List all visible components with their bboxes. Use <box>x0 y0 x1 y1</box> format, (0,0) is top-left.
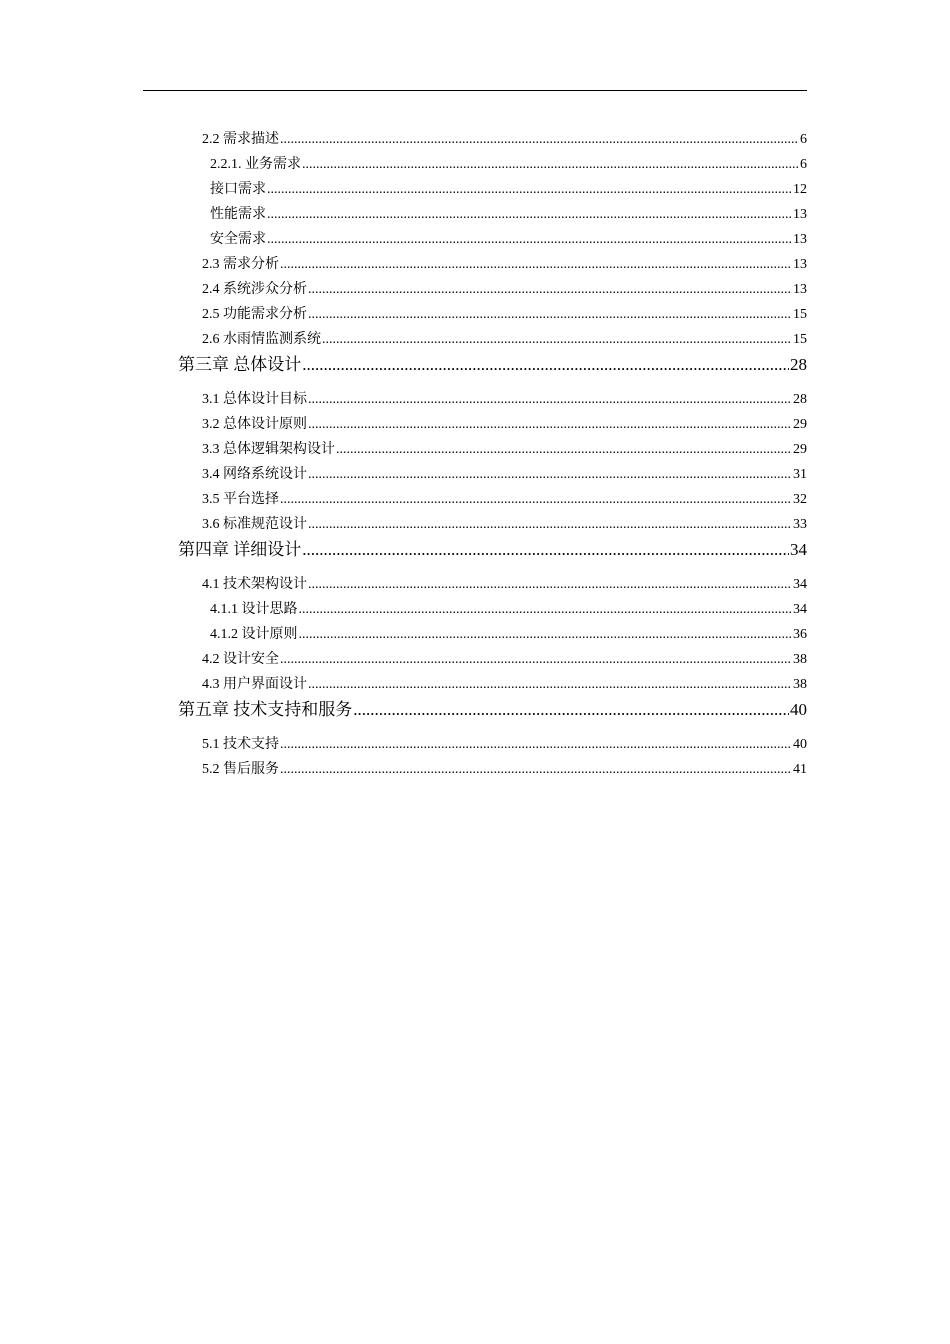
toc-entry[interactable] <box>202 758 807 778</box>
toc-entry-page: 13 <box>793 257 807 272</box>
toc-chapter-entry[interactable] <box>178 535 807 560</box>
toc-entry-title: 4.3 用户界面设计 <box>202 677 307 692</box>
dot-leader <box>308 307 792 323</box>
dot-leader <box>280 492 792 508</box>
toc-entry-page: 13 <box>793 232 807 247</box>
toc-entry-page: 40 <box>793 737 807 752</box>
toc-entry-title: 2.2.1. 业务需求 <box>210 157 301 172</box>
dot-leader <box>280 762 792 778</box>
dot-leader <box>353 700 789 720</box>
dot-leader <box>336 442 792 458</box>
toc-entry-title: 接口需求 <box>210 182 266 197</box>
toc-entry[interactable] <box>202 388 807 408</box>
toc-entry-title: 5.2 售后服务 <box>202 762 279 777</box>
toc-entry-title: 3.5 平台选择 <box>202 492 279 507</box>
toc-chapter-entry[interactable] <box>178 695 807 720</box>
toc-entry-page: 40 <box>790 700 807 719</box>
toc-entry-title: 第四章 详细设计 <box>178 540 302 559</box>
toc-entry-page: 13 <box>793 207 807 222</box>
toc-entry-title: 5.1 技术支持 <box>202 737 279 752</box>
toc-entry[interactable] <box>210 598 807 618</box>
toc-entry-title: 安全需求 <box>210 232 266 247</box>
toc-entry-title: 2.6 水雨情监测系统 <box>202 332 321 347</box>
toc-entry[interactable] <box>210 623 807 643</box>
dot-leader <box>267 207 792 223</box>
toc-entry-title: 2.2 需求描述 <box>202 132 279 147</box>
dot-leader <box>308 392 792 408</box>
toc-entry-page: 13 <box>793 282 807 297</box>
dot-leader <box>302 157 799 173</box>
dot-leader <box>280 652 792 668</box>
toc-entry-title: 3.6 标准规范设计 <box>202 517 307 532</box>
toc-entry-page: 41 <box>793 762 807 777</box>
toc-entry-page: 12 <box>793 182 807 197</box>
toc-entry-title: 3.4 网络系统设计 <box>202 467 307 482</box>
toc-entry[interactable] <box>202 648 807 668</box>
toc-entry-page: 28 <box>790 355 807 374</box>
toc-entry-page: 29 <box>793 417 807 432</box>
toc-entry-title: 3.3 总体逻辑架构设计 <box>202 442 335 457</box>
toc-entry[interactable] <box>210 153 807 173</box>
toc-entry-page: 38 <box>793 652 807 667</box>
toc-entry[interactable] <box>202 128 807 148</box>
toc-entry-title: 2.4 系统涉众分析 <box>202 282 307 297</box>
toc-entry[interactable] <box>202 278 807 298</box>
toc-entry[interactable] <box>202 413 807 433</box>
toc-entry[interactable] <box>210 178 807 198</box>
toc-entry[interactable] <box>202 438 807 458</box>
toc-entry-title: 3.2 总体设计原则 <box>202 417 307 432</box>
dot-leader <box>280 257 792 273</box>
toc-entry[interactable] <box>202 733 807 753</box>
dot-leader <box>280 737 792 753</box>
dot-leader <box>267 182 792 198</box>
dot-leader <box>299 602 793 618</box>
dot-leader <box>308 577 792 593</box>
toc-entry-title: 2.3 需求分析 <box>202 257 279 272</box>
toc-entry-page: 29 <box>793 442 807 457</box>
toc-entry-title: 4.2 设计安全 <box>202 652 279 667</box>
toc-entry-title: 4.1.2 设计原则 <box>210 627 298 642</box>
toc-entry[interactable] <box>202 488 807 508</box>
dot-leader <box>267 232 792 248</box>
toc-entry-page: 38 <box>793 677 807 692</box>
toc-entry-title: 第三章 总体设计 <box>178 355 302 374</box>
toc-entry-page: 6 <box>800 157 807 172</box>
toc-entry[interactable] <box>210 203 807 223</box>
toc-entry-title: 4.1.1 设计思路 <box>210 602 298 617</box>
toc-entry[interactable] <box>202 463 807 483</box>
dot-leader <box>308 677 792 693</box>
dot-leader <box>308 467 792 483</box>
toc-entry-page: 34 <box>793 602 807 617</box>
toc-entry-page: 34 <box>793 577 807 592</box>
dot-leader <box>308 282 792 298</box>
toc-entry[interactable] <box>202 673 807 693</box>
toc-chapter-entry[interactable] <box>178 350 807 375</box>
dot-leader <box>308 517 792 533</box>
toc-entry-page: 32 <box>793 492 807 507</box>
dot-leader <box>299 627 793 643</box>
toc-entry-page: 15 <box>793 332 807 347</box>
toc-entry-title: 2.5 功能需求分析 <box>202 307 307 322</box>
toc-entry-title: 性能需求 <box>210 207 266 222</box>
dot-leader <box>302 355 789 375</box>
toc-entry-title: 第五章 技术支持和服务 <box>178 700 353 719</box>
toc-entry[interactable] <box>210 228 807 248</box>
dot-leader <box>280 132 799 148</box>
toc-entry[interactable] <box>202 328 807 348</box>
toc-entry-page: 33 <box>793 517 807 532</box>
toc-entry-title: 4.1 技术架构设计 <box>202 577 307 592</box>
toc-entry-page: 36 <box>793 627 807 642</box>
dot-leader <box>302 540 789 560</box>
toc-entry[interactable] <box>202 253 807 273</box>
toc-entry-page: 28 <box>793 392 807 407</box>
toc-entry-title: 3.1 总体设计目标 <box>202 392 307 407</box>
toc-entry-page: 6 <box>800 132 807 147</box>
dot-leader <box>322 332 792 348</box>
toc-entry[interactable] <box>202 303 807 323</box>
toc-entry[interactable] <box>202 573 807 593</box>
toc-entry-page: 15 <box>793 307 807 322</box>
toc-entry-page: 31 <box>793 467 807 482</box>
dot-leader <box>308 417 792 433</box>
toc-entry-page: 34 <box>790 540 807 559</box>
toc-entry[interactable] <box>202 513 807 533</box>
